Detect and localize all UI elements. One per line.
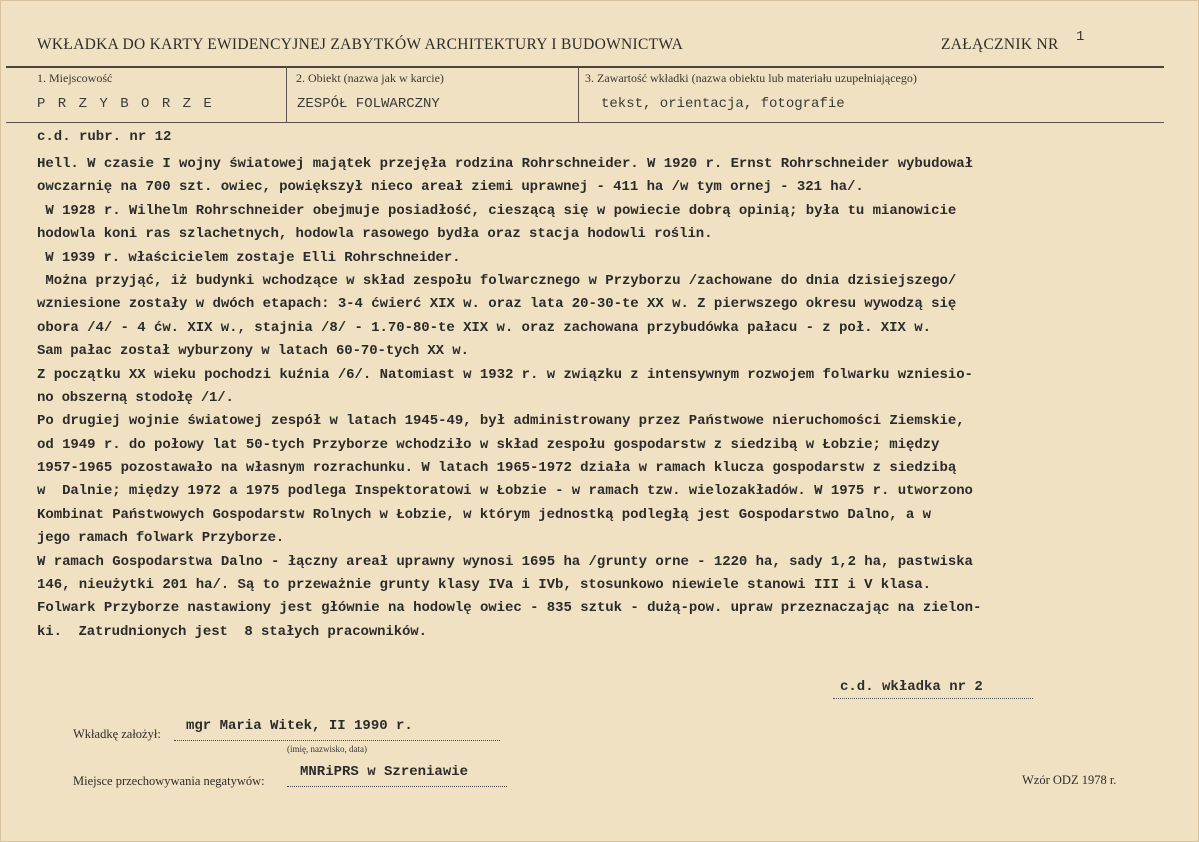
text-line: Sam pałac został wyburzony w latach 60-70-tych XX w. <box>37 343 469 360</box>
place-label: 1. Miejscowość <box>37 71 113 85</box>
text-line: no obszerną stodołę /1/. <box>37 389 234 406</box>
text-line: obora /4/ - 4 ćw. XIX w., stajnia /8/ - 1.70-80-te XIX w. oraz zachowana przybudówka pałacu - z poł. XIX w. <box>37 319 931 336</box>
author-label: Wkładkę założył: <box>73 727 161 741</box>
field-divider-2 <box>578 67 579 122</box>
text-line: 1957-1965 pozostawało na własnym rozrachunku. W latach 1965-1972 działa w ramach klucza gospodarstw z siedzibą <box>37 460 957 477</box>
contents-value: tekst, orientacja, fotografie <box>601 96 845 112</box>
object-value: ZESPÓŁ FOLWARCZNY <box>297 96 440 112</box>
text-line: Hell. W czasie I wojny światowej majątek przejęła rodzina Rohrschneider. W 1920 r. Ernst Rohrschneider wybudował <box>37 156 973 172</box>
fields-rule <box>6 122 1164 123</box>
continuation-next-reference: c.d. wkładka nr 2 <box>840 679 983 695</box>
text-line: jego ramach folwark Przyborze. <box>37 530 285 547</box>
negatives-label: Miejsce przechowywania negatywów: <box>73 774 265 788</box>
contents-label: 3. Zawartość wkładki (nazwa obiektu lub materiału uzupełniającego) <box>585 71 917 85</box>
card-title: WKŁADKA DO KARTY EWIDENCYJNEJ ZABYTKÓW ARCHITEKTURY I BUDOWNICTWA <box>37 36 684 53</box>
text-line: wzniesione zostały w dwóch etapach: 3-4 ćwierć XIX w. oraz lata 20-30-te XX w. Z pierwszego okresu wywodzą się <box>37 296 957 313</box>
text-line: Z początku XX wieku pochodzi kuźnia /6/. Natomiast w 1932 r. w związku z intensywnym rozwojem folwarku wzniesio- <box>37 366 973 383</box>
continuation-underline <box>833 698 1033 699</box>
form-template-note: Wzór ODZ 1978 r. <box>1022 773 1117 787</box>
typed-description <box>37 153 1197 644</box>
text-line: 146, nieużytki 201 ha/. Są to przeważnie grunty klasy IVa i IVb, stosunkowo niewiele stanowi III i V klasa. <box>37 577 931 594</box>
header-rule <box>6 66 1164 68</box>
text-line: Można przyjąć, iż budynki wchodzące w skład zespołu folwarcznego w Przyborzu /zachowane do dnia dzisiejszego/ <box>37 272 957 289</box>
text-line: Folwark Przyborze nastawiony jest głównie na hodowlę owiec - 835 sztuk - dużą-pow. upraw przeznaczając na zielon- <box>37 600 982 617</box>
text-line: od 1949 r. do połowy lat 50-tych Przyborze wchodziło w skład zespołu gospodarstw z siedzibą w Łobzie; między <box>37 436 940 453</box>
negatives-dotted-line <box>287 786 507 787</box>
author-value: mgr Maria Witek, II 1990 r. <box>186 718 413 734</box>
text-line: ki. Zatrudnionych jest 8 stałych pracowników. <box>37 623 427 640</box>
negatives-value: MNRiPRS w Szreniawie <box>300 764 469 780</box>
text-line: w Dalnie; między 1972 a 1975 podlega Inspektoratowi w Łobzie - w ramach tzw. wielozakładów. W 1975 r. utworzono <box>37 483 973 500</box>
field-divider-1 <box>286 67 287 122</box>
text-line: W 1928 r. Wilhelm Rohrschneider obejmuje posiadłość, cieszącą się w powiecie dobrą opinią; była tu mianowicie <box>37 202 957 219</box>
place-value: P R Z Y B O R Z E <box>37 96 214 112</box>
text-line: Po drugiej wojnie światowej zespół w latach 1945-49, był administrowany przez Państwowe nieruchomości Ziemskie, <box>37 413 965 430</box>
text-line: W ramach Gospodarstwa Dalno - łączny areał uprawny wynosi 1695 ha /grunty orne - 1220 ha, sady 1,2 ha, pastwiska <box>37 553 973 570</box>
text-line: W 1939 r. właścicielem zostaje Elli Rohrschneider. <box>37 249 461 266</box>
author-dotted-line <box>174 740 500 741</box>
text-line: hodowla koni ras szlachetnych, hodowla rasowego bydła oraz stacja hodowli roślin. <box>37 226 713 243</box>
object-label: 2. Obiekt (nazwa jak w karcie) <box>296 71 444 85</box>
annex-label: ZAŁĄCZNIK NR <box>941 36 1059 53</box>
text-line: owczarnię na 700 szt. owiec, powiększył nieco areał ziemi uprawnej - 411 ha /w tym ornej - 321 ha/. <box>37 179 864 196</box>
annex-number: 1 <box>1076 29 1085 45</box>
text-line: Kombinat Państwowych Gospodarstw Rolnych w Łobzie, w którym jednostką podległą jest Gospodarstwo Dalno, a w <box>37 506 931 523</box>
continuation-reference: c.d. rubr. nr 12 <box>37 129 172 145</box>
author-hint: (imię, nazwisko, data) <box>287 744 367 754</box>
